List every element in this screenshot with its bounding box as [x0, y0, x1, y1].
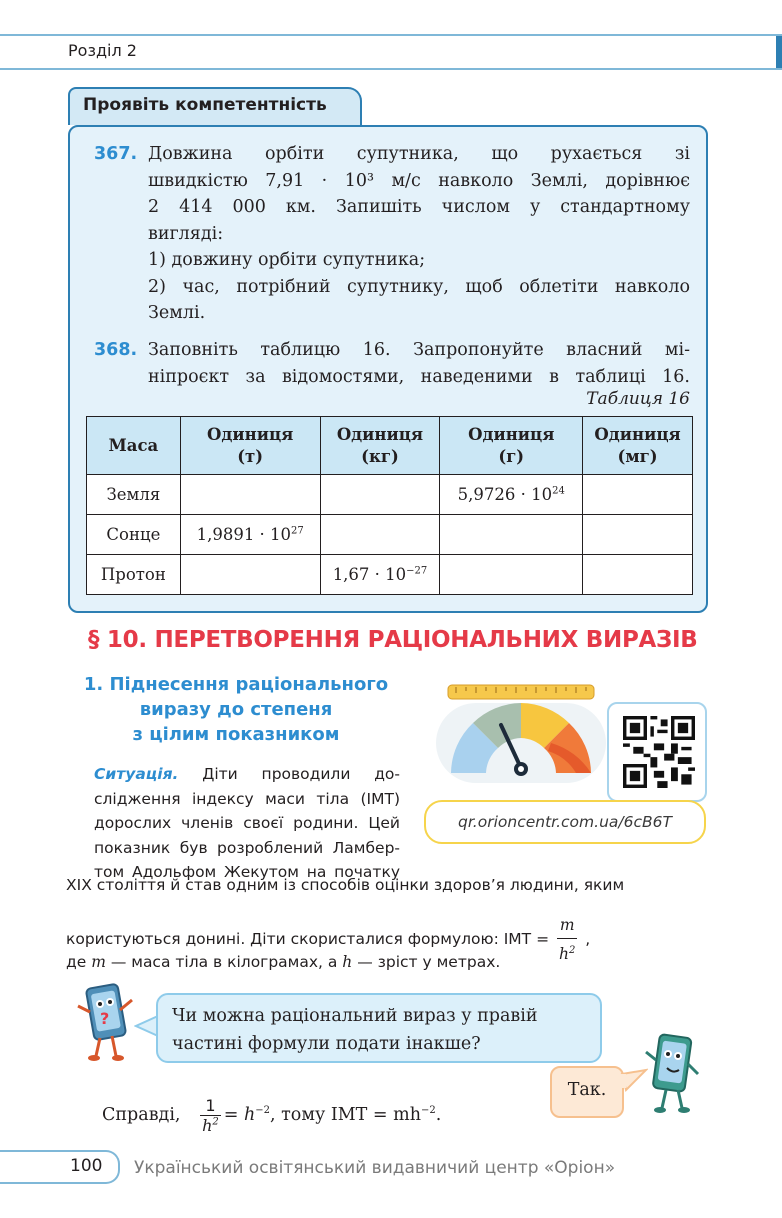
- character-question-icon: [74, 978, 136, 1062]
- problem-line: Землі.: [148, 303, 206, 323]
- table-cell: [440, 555, 583, 595]
- table-cell: [583, 555, 693, 595]
- problem-367: [94, 141, 690, 327]
- competence-title: Проявіть компетентність: [83, 95, 327, 115]
- situation-lead: Ситуація.: [94, 765, 179, 783]
- paragraph-line: XIX століття й став одним із способів оцінки здоров’я людини, яким: [66, 876, 625, 894]
- chapter-label: Розділ 2: [68, 41, 137, 60]
- problem-number: 368.: [94, 340, 138, 360]
- problem-line: вигляді:: [148, 223, 224, 244]
- table-cell: [583, 475, 693, 515]
- qr-url-link[interactable]: [424, 800, 706, 844]
- question-line: частині формули подати інакше?: [172, 1034, 481, 1054]
- question-line: Чи можна раціональний вираз у правій: [172, 1006, 538, 1026]
- qr-code-icon: [623, 716, 695, 788]
- table-header-cell: Одиниця (г): [440, 417, 583, 475]
- problem-368: [94, 337, 690, 390]
- table-header-cell: Одиниця (мг): [583, 417, 693, 475]
- table-cell: $1,9891 \cdot 10^{27}$: [180, 515, 320, 555]
- answer-bubble: [550, 1066, 624, 1118]
- table-cell: $1,67 \cdot 10^{-27}$: [320, 555, 440, 595]
- bmi-fraction: $\frac{m}{h^2}$: [557, 913, 577, 966]
- table-cell: [583, 515, 693, 555]
- table-cell: $5,9726 \cdot 10^{24}$: [440, 475, 583, 515]
- section-title: § 10. ПЕРЕТВОРЕННЯ РАЦІОНАЛЬНИХ ВИРАЗІВ: [88, 627, 698, 653]
- page-number: 100: [70, 1156, 103, 1176]
- problem-line: Заповніть таблицю 16. Запропонуйте власний мі-: [148, 340, 690, 360]
- table-cell: [320, 515, 440, 555]
- table-header-cell: Одиниця (т): [180, 417, 320, 475]
- character-answer-icon: [640, 1030, 702, 1114]
- table-16: [86, 416, 693, 595]
- problem-line: 1) довжину орбіти супутника;: [148, 250, 426, 270]
- problem-number: 367.: [94, 144, 138, 164]
- problem-line: 2 414 000 км. Запишіть числом у стандартному: [148, 197, 690, 217]
- table-caption: Таблиця 16: [586, 389, 690, 409]
- table-cell: [320, 475, 440, 515]
- formula-line: користуються донині. Діти скористалися формулою: ІМТ = $\frac{m}{h^2}$ ,: [66, 913, 710, 966]
- problem-line: ніпроєкт за відомостями, наведеними в таблиці 16.: [148, 366, 690, 387]
- table-cell: [440, 515, 583, 555]
- question-bubble: [156, 993, 602, 1063]
- paragraph-line: де m — маса тіла в кілограмах, а h — зріст у метрах.: [66, 953, 501, 971]
- publisher-text: Український освітянський видавничий центр «Оріон»: [134, 1158, 616, 1178]
- answer-text: Так.: [567, 1080, 607, 1100]
- table-header-row: [87, 417, 693, 475]
- justification-line: Справді, $\frac{1}{h^2}$ = $h^{-2}$, тому ІМТ = $mh^{-2}$.: [102, 1096, 442, 1135]
- situation-paragraph: Ситуація. Діти проводили до- слідження індексу маси тіла (ІМТ) дорослих членів своєї родини. Цей показник був розроблений Ламбер- том Адольфом Жекутом на початку: [94, 765, 400, 881]
- problem-line: швидкістю 7,91 · 10³ м/с навколо Землі, дорівнює: [148, 170, 690, 191]
- table-cell: [180, 475, 320, 515]
- table-header-cell: Одиниця (кг): [320, 417, 440, 475]
- table-row: [87, 515, 693, 555]
- table-cell: Протон: [87, 555, 181, 595]
- qr-url-text: qr.orioncentr.com.ua/6cB6T: [458, 813, 672, 831]
- table-row: [87, 555, 693, 595]
- competence-tab: [68, 87, 362, 125]
- problem-line: Довжина орбіти супутника, що рухається зі: [148, 144, 690, 164]
- problem-line: 2) час, потрібний супутнику, щоб облетіти навколо: [148, 276, 690, 297]
- table-cell: [180, 555, 320, 595]
- table-header-cell: Маса: [87, 417, 181, 475]
- subsection-title: 1. Піднесення раціонального виразу до степеня з цілим показником: [83, 674, 389, 745]
- inverse-fraction: $\frac{1}{h^2}$: [202, 1096, 219, 1135]
- qr-code-frame[interactable]: [607, 702, 707, 802]
- table-cell: Сонце: [87, 515, 181, 555]
- gauge-icon: [436, 683, 606, 783]
- table-cell: Земля: [87, 475, 181, 515]
- table-row: [87, 475, 693, 515]
- svg-text:?: ?: [100, 1009, 110, 1028]
